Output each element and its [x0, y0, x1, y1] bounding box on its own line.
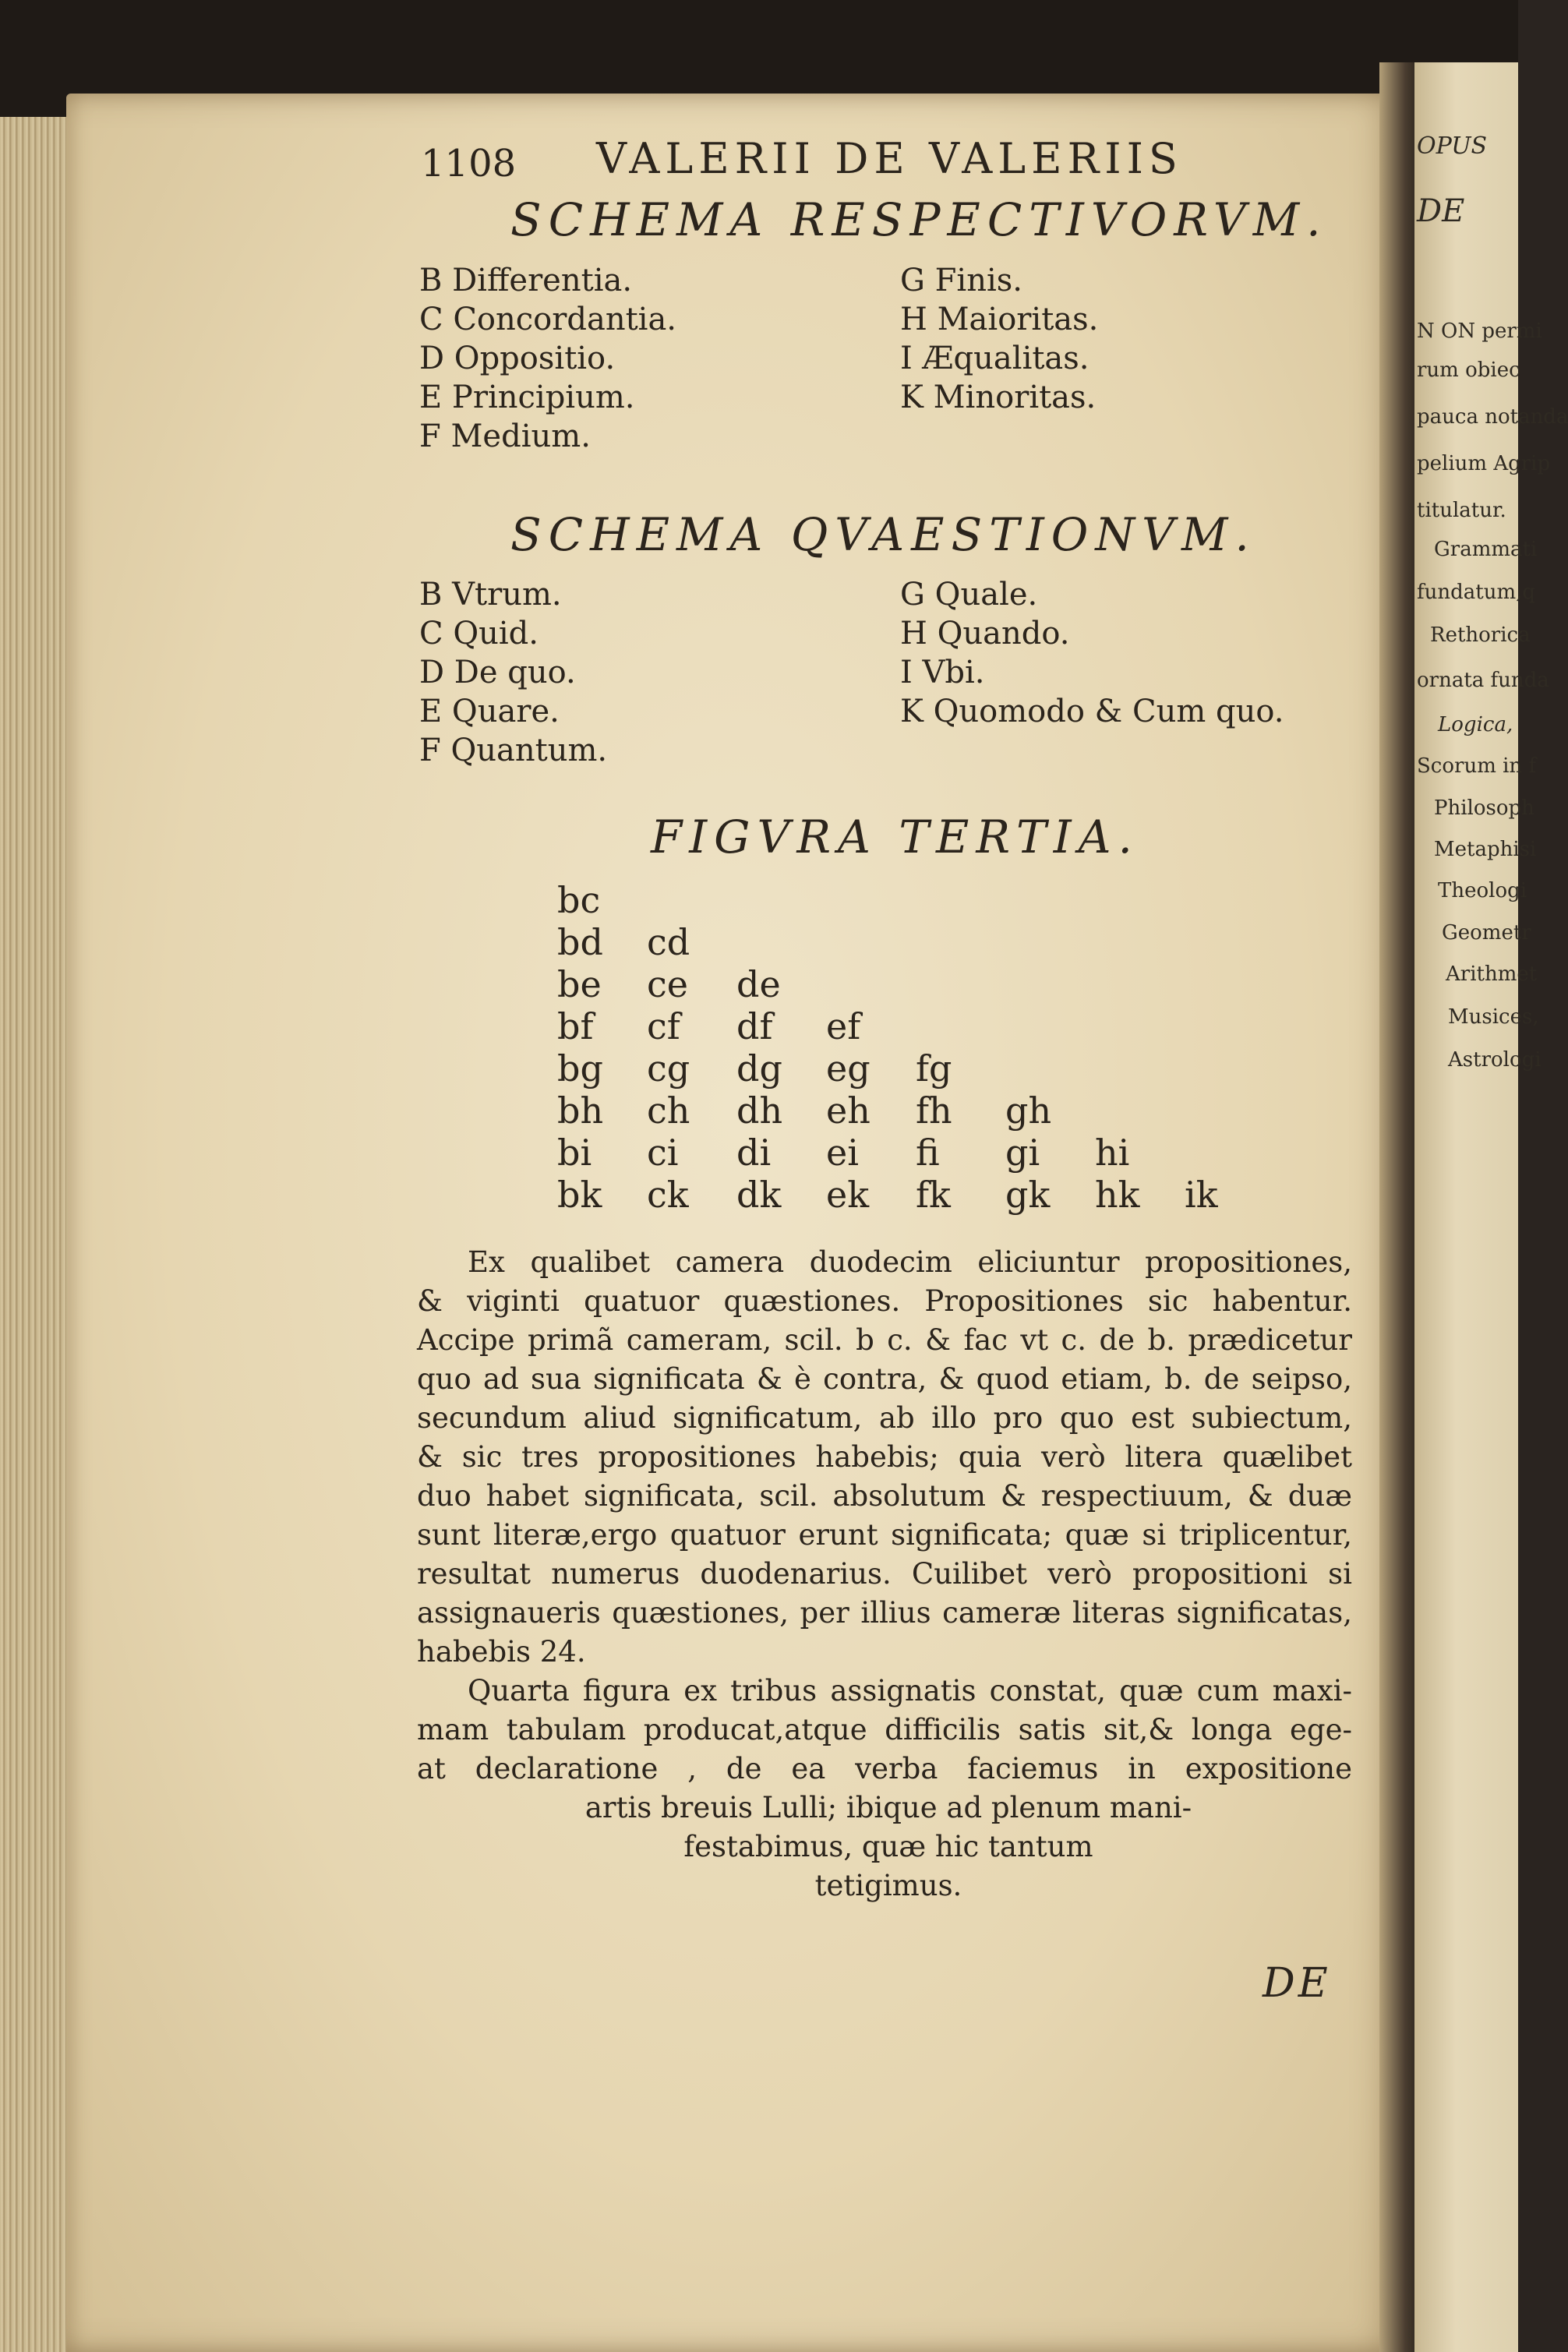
- list-item: G Finis.: [900, 263, 1023, 298]
- list-item: E Quare.: [419, 694, 560, 729]
- figura-cell: bd: [557, 921, 603, 963]
- text-line: duo habet significata, scil. absolutum & respectiuum, & duæ: [417, 1479, 1352, 1513]
- figura-cell: hi: [1095, 1132, 1130, 1174]
- facing-fragment: Philosoph: [1434, 796, 1534, 820]
- figura-cell: de: [736, 963, 781, 1005]
- text-line: quo ad sua significata & è contra, & quod etiam, b. de seipso,: [417, 1362, 1352, 1396]
- facing-fragment: OPUS: [1417, 132, 1488, 160]
- facing-fragment: Arithmet: [1446, 962, 1538, 986]
- list-item: C Concordantia.: [419, 302, 677, 337]
- figura-cell: eg: [826, 1047, 871, 1089]
- facing-fragment: pelium Agrip: [1417, 452, 1551, 475]
- figura-cell: cf: [647, 1005, 680, 1047]
- text-line: Accipe primã cameram, scil. b c. & fac vt c. de b. prædicetur: [417, 1323, 1352, 1357]
- figura-cell: fh: [916, 1089, 952, 1132]
- text-line: & sic tres propositiones habebis; quia verò litera quælibet: [417, 1440, 1352, 1474]
- figura-cell: cd: [647, 921, 690, 963]
- figura-cell: ch: [647, 1089, 690, 1132]
- figura-cell: fg: [916, 1047, 952, 1089]
- figura-cell: eh: [826, 1089, 871, 1132]
- figura-tertia-title: FIGVRA TERTIA.: [651, 810, 1139, 863]
- figura-cell: ck: [647, 1174, 689, 1216]
- text-line: resultat numerus duodenarius. Cuilibet verò propositioni si: [417, 1557, 1352, 1591]
- facing-fragment: rum obiec: [1417, 358, 1520, 382]
- list-item: H Quando.: [900, 616, 1070, 652]
- facing-fragment: Scorum in f: [1417, 754, 1537, 778]
- main-page: [66, 94, 1407, 2352]
- figura-cell: ce: [647, 963, 688, 1005]
- text-line: tetigimus.: [814, 1869, 962, 1902]
- schema-respectivorum-title: SCHEMA RESPECTIVORVM.: [510, 193, 1328, 246]
- text-line: Ex qualibet camera duodecim eliciuntur propositiones,: [468, 1245, 1352, 1279]
- figura-cell: bk: [557, 1174, 602, 1216]
- schema-quaestionum-title: SCHEMA QVAESTIONVM.: [510, 508, 1256, 561]
- list-item: I Æqualitas.: [900, 341, 1089, 376]
- facing-fragment: ornata funda: [1417, 669, 1549, 692]
- quaestionum-right-list: [900, 575, 1284, 731]
- list-item: I Vbi.: [900, 655, 985, 690]
- list-item: G Quale.: [900, 577, 1038, 613]
- figura-cell: fk: [916, 1174, 951, 1216]
- facing-fragment: Astrologi: [1448, 1048, 1542, 1072]
- facing-fragment: pauca notanda: [1417, 405, 1568, 429]
- running-title: VALERII DE VALERIIS: [596, 134, 1183, 183]
- page-block-edge: [0, 117, 74, 2352]
- list-item: C Quid.: [419, 616, 539, 652]
- list-item: K Quomodo & Cum quo.: [900, 694, 1284, 729]
- quaestionum-left-list: [419, 575, 607, 770]
- figura-cell: bi: [557, 1132, 592, 1174]
- figura-cell: gk: [1005, 1174, 1051, 1216]
- figura-cell: hk: [1095, 1174, 1140, 1216]
- catchword: DE: [1263, 1960, 1331, 2007]
- text-line: & viginti quatuor quæstiones. Propositiones sic habentur.: [417, 1284, 1352, 1318]
- list-item: H Maioritas.: [900, 302, 1099, 337]
- figura-cell: di: [736, 1132, 772, 1174]
- facing-fragment: N ON permi: [1417, 320, 1542, 343]
- text-line: Quarta figura ex tribus assignatis constat, quæ cum maxi-: [468, 1674, 1352, 1707]
- facing-fragment: Rethorica: [1430, 623, 1531, 647]
- figura-cell: bf: [557, 1005, 594, 1047]
- respectivorum-right-list: [900, 261, 1098, 417]
- list-item: K Minoritas.: [900, 380, 1097, 415]
- text-line: assignaueris quæstiones, per illius cameræ literas significatas,: [417, 1596, 1352, 1630]
- facing-fragment: fundatum,q: [1417, 581, 1536, 604]
- text-line: at declaratione , de ea verba faciemus in expositione: [417, 1752, 1352, 1785]
- figura-cell: ek: [826, 1174, 870, 1216]
- text-line: secundum aliud significatum, ab illo pro quo est subiectum,: [417, 1401, 1352, 1435]
- list-item: B Differentia.: [419, 263, 633, 298]
- figura-cell: gi: [1005, 1132, 1040, 1174]
- facing-fragment: Theologi: [1438, 879, 1527, 902]
- text-line: festabimus, quæ hic tantum: [683, 1830, 1093, 1863]
- facing-fragment: DE: [1417, 193, 1465, 229]
- facing-fragment: Logica,: [1438, 713, 1513, 736]
- figura-cell: dg: [736, 1047, 782, 1089]
- facing-fragment: Geometr: [1442, 921, 1531, 945]
- figura-cell: bc: [557, 879, 601, 921]
- respectivorum-left-list: [419, 261, 676, 456]
- list-item: D De quo.: [419, 655, 576, 690]
- facing-fragment: titulatur.: [1417, 499, 1506, 522]
- figura-cell: ef: [826, 1005, 861, 1047]
- facing-fragment: Grammati: [1434, 538, 1538, 561]
- text-line: mam tabulam producat,atque difficilis satis sit,& longa ege-: [417, 1713, 1352, 1746]
- figura-cell: ik: [1185, 1174, 1218, 1216]
- text-line: habebis 24.: [417, 1635, 586, 1669]
- figura-cell: dh: [736, 1089, 783, 1132]
- list-item: E Principium.: [419, 380, 635, 415]
- figura-cell: df: [736, 1005, 773, 1047]
- list-item: D Oppositio.: [419, 341, 616, 376]
- list-item: F Medium.: [419, 418, 591, 454]
- figura-cell: gh: [1005, 1089, 1052, 1132]
- facing-fragment: Metaphisi: [1434, 838, 1537, 861]
- text-line: sunt literæ,ergo quatuor erunt significata; quæ si triplicentur,: [417, 1518, 1352, 1552]
- figura-cell: fi: [916, 1132, 940, 1174]
- figura-cell: bh: [557, 1089, 604, 1132]
- facing-fragment: Musices,: [1448, 1005, 1539, 1029]
- figura-cell: ci: [647, 1132, 679, 1174]
- figura-cell: be: [557, 963, 602, 1005]
- list-item: F Quantum.: [419, 733, 608, 768]
- figura-cell: cg: [647, 1047, 690, 1089]
- figura-cell: bg: [557, 1047, 603, 1089]
- list-item: B Vtrum.: [419, 577, 562, 613]
- page-number: 1108: [421, 142, 517, 185]
- figura-cell: ei: [826, 1132, 859, 1174]
- figura-cell: dk: [736, 1174, 782, 1216]
- text-line: artis breuis Lulli; ibique ad plenum mani-: [584, 1791, 1192, 1824]
